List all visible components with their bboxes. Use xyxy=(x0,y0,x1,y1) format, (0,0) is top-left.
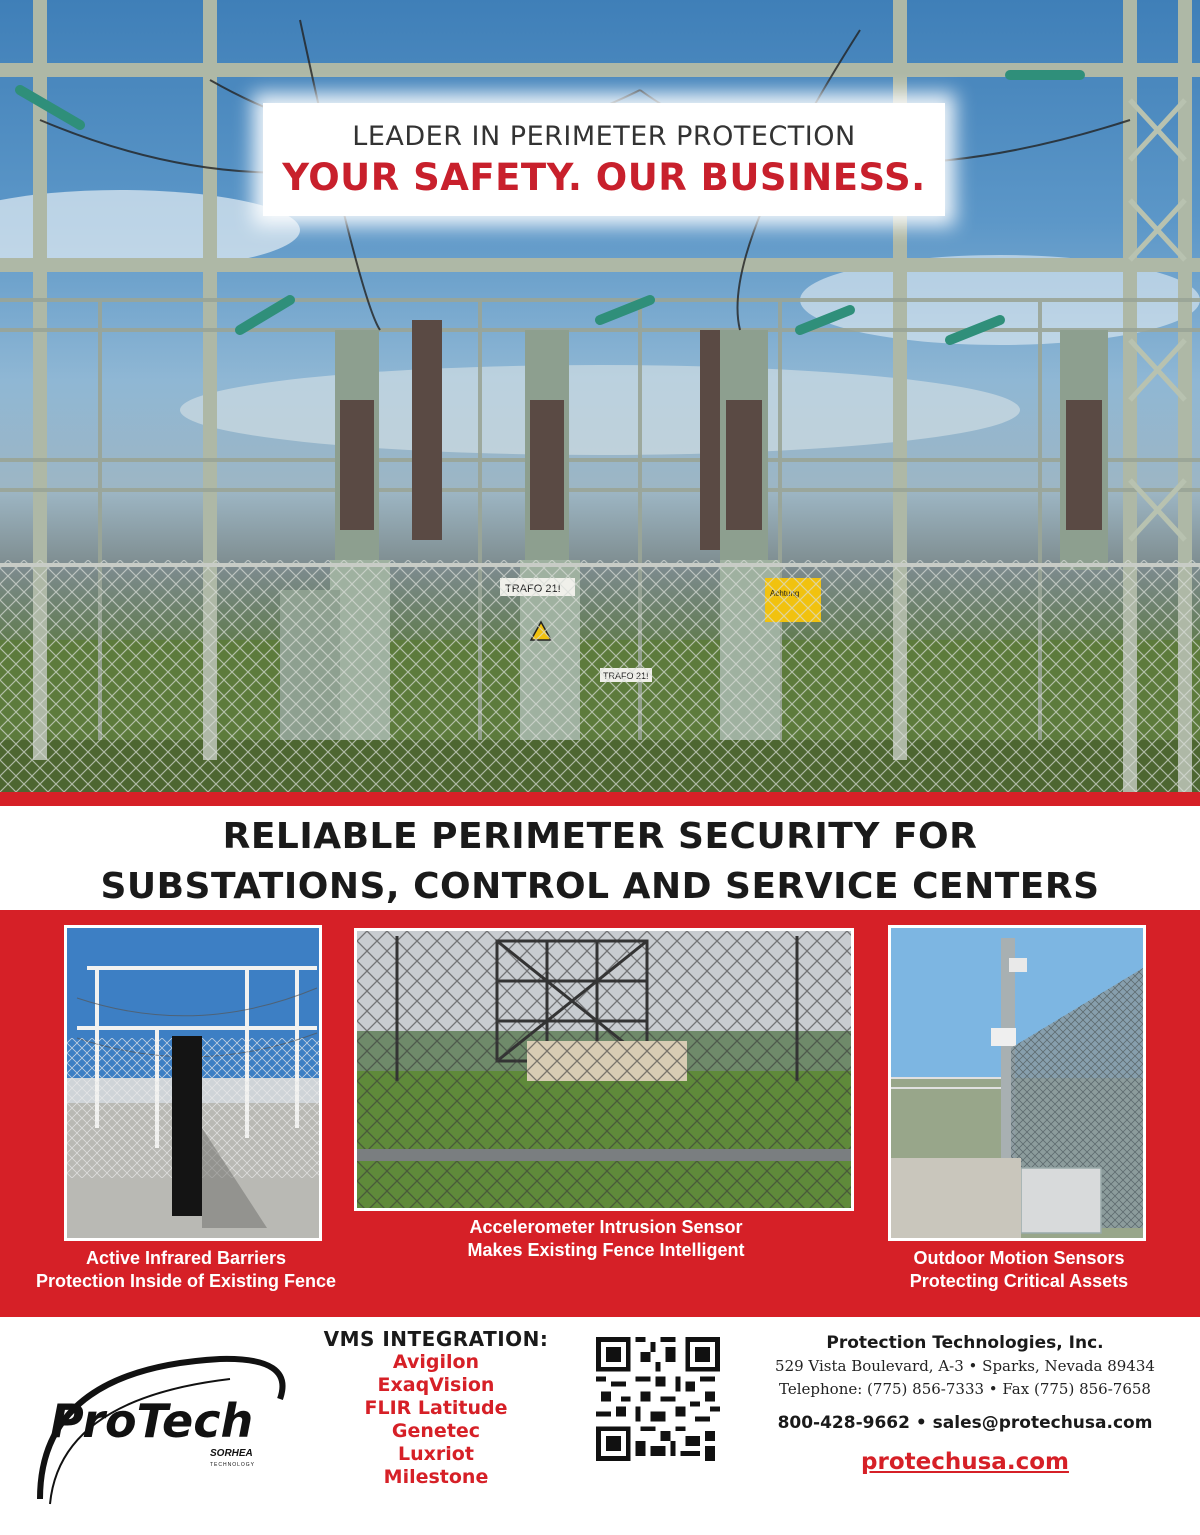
vms-item: Milestone xyxy=(383,1466,489,1488)
fence-sensor-photo xyxy=(354,928,854,1211)
contact-info xyxy=(745,1331,1185,1476)
footer xyxy=(0,1317,1200,1535)
main-headline-line2: SUBSTATIONS, CONTROL AND SERVICE CENTERS xyxy=(100,866,1100,907)
products-panel xyxy=(0,910,1200,1317)
company-name: Protection Technologies, Inc. xyxy=(826,1333,1104,1353)
caption-title: Accelerometer Intrusion Sensor xyxy=(469,1217,743,1237)
main-headline xyxy=(0,812,1200,912)
caption-subtitle: Protection Inside of Existing Fence xyxy=(35,1271,337,1291)
hero-headline: YOUR SAFETY. OUR BUSINESS. xyxy=(282,156,926,199)
logo-brand-text: ProTech xyxy=(50,1394,254,1448)
red-divider xyxy=(0,792,1200,806)
vms-title: VMS INTEGRATION: xyxy=(323,1327,549,1351)
vms-item: Avigilon xyxy=(392,1351,480,1373)
hero-banner xyxy=(263,103,945,216)
caption-motion-sensors xyxy=(870,1247,1168,1293)
caption-infrared-barriers xyxy=(0,1247,372,1293)
hero-tagline: LEADER IN PERIMETER PROTECTION xyxy=(352,121,856,152)
motion-sensor-photo xyxy=(888,925,1146,1241)
company-address: 529 Vista Boulevard, A-3 • Sparks, Nevada 89434 xyxy=(775,1357,1155,1375)
caption-subtitle: Makes Existing Fence Intelligent xyxy=(467,1240,745,1260)
logo-swoosh-icon xyxy=(30,1339,310,1509)
logo-sub-brand-tagline: TECHNOLOGY xyxy=(210,1462,256,1468)
caption-accelerometer-sensor xyxy=(380,1216,832,1262)
phone-email[interactable]: 800-428-9662 • sales@protechusa.com xyxy=(777,1413,1153,1433)
caption-title: Outdoor Motion Sensors xyxy=(913,1248,1125,1268)
logo-sub-brand: SORHEA xyxy=(210,1448,253,1459)
vms-item: ExaqVision xyxy=(377,1374,495,1396)
protech-logo xyxy=(30,1339,310,1509)
caption-subtitle: Protecting Critical Assets xyxy=(909,1271,1129,1291)
vms-item: Luxriot xyxy=(398,1443,474,1465)
website-link[interactable]: protechusa.com xyxy=(861,1449,1069,1475)
main-headline-line1: RELIABLE PERIMETER SECURITY FOR xyxy=(222,816,978,857)
qr-code-icon[interactable] xyxy=(596,1337,720,1461)
company-telephone: Telephone: (775) 856-7333 • Fax (775) 856-7658 xyxy=(779,1380,1151,1398)
vms-integration xyxy=(290,1327,582,1489)
infrared-barrier-photo xyxy=(64,925,322,1241)
vms-item: Genetec xyxy=(391,1420,481,1442)
caption-title: Active Infrared Barriers xyxy=(85,1248,287,1268)
vms-item: FLIR Latitude xyxy=(364,1397,508,1419)
